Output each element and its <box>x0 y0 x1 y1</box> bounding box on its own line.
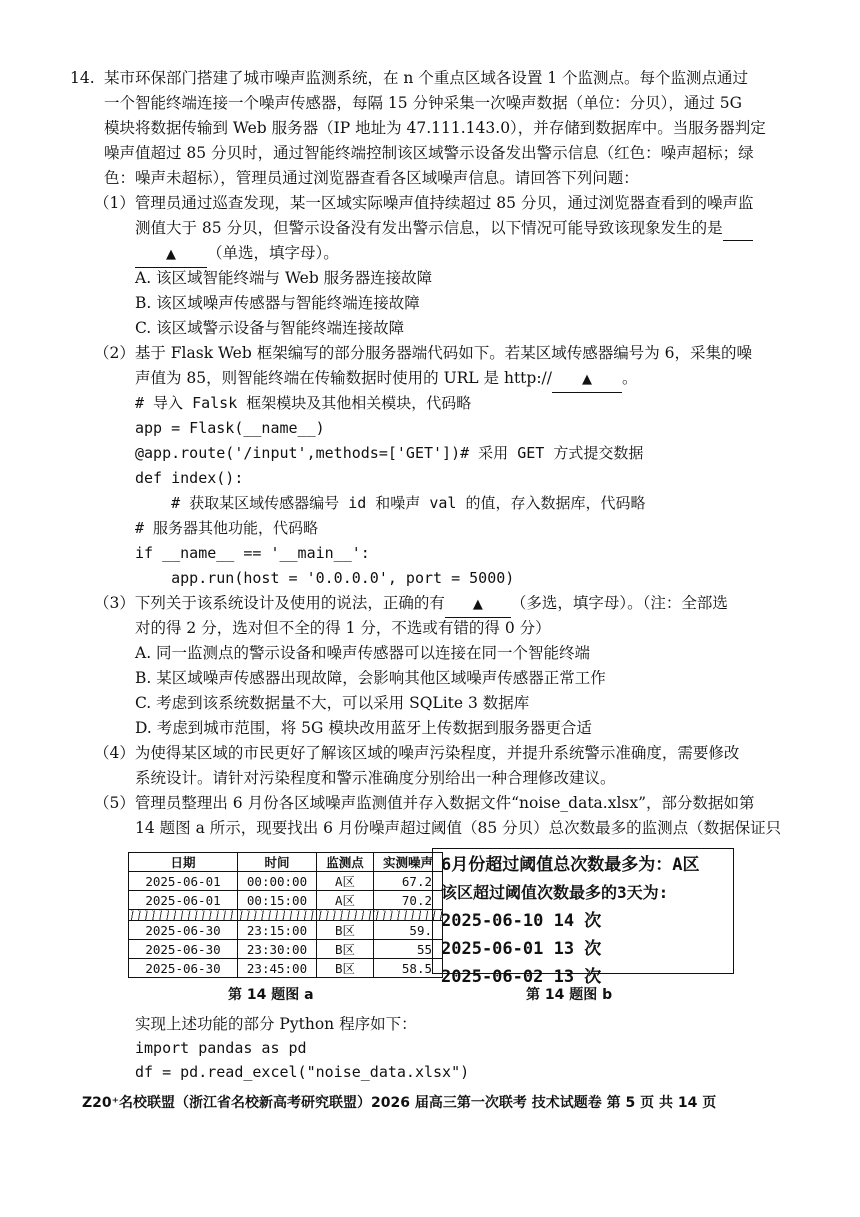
output-line: 2025-06-01 13 次 <box>441 939 602 959</box>
table-header-row <box>129 853 443 872</box>
q1-option: B. 该区域噪声传感器与智能终端连接故障 <box>135 294 420 312</box>
q1-option: C. 该区域警示设备与智能终端连接故障 <box>135 319 405 337</box>
table-row <box>129 940 443 959</box>
cell-date: 2025-06-01 <box>129 891 238 910</box>
stem-line: 色：噪声未超标），管理员通过浏览器查看各区域噪声信息。请回答下列问题： <box>104 169 639 187</box>
q3-line: 对的得 2 分，选对但不全的得 1 分，不选或有错的得 0 分） <box>135 619 551 637</box>
page-footer: Z20⁺名校联盟（浙江省名校新高考研究联盟）2026 届高三第一次联考 技术试题卷 第 5 页 共 14 页 <box>82 1095 717 1111</box>
q2-line <box>135 366 638 393</box>
q2-text: 声值为 85，则智能终端在传输数据时使用的 URL 是 http:// <box>135 369 552 387</box>
code-line: # 导入 Falsk 框架模块及其他相关模块，代码略 <box>135 394 472 412</box>
answer-blank[interactable] <box>723 216 753 241</box>
cell-date: 2025-06-30 <box>129 940 238 959</box>
table-row <box>129 891 443 910</box>
cell-date: 2025-06-30 <box>129 959 238 978</box>
cell-time: 00:15:00 <box>238 891 317 910</box>
q2-line: （2）基于 Flask Web 框架编写的部分服务器端代码如下。若某区域传感器编号为 6，采集的噪 <box>94 344 752 362</box>
output-line: 该区超过阈值次数最多的3天为: <box>441 883 669 902</box>
q1-line: （1）管理员通过巡查发现，某一区域实际噪声值持续超过 85 分贝，通过浏览器查看到的噪声监 <box>94 194 754 212</box>
cell-time: 23:15:00 <box>238 921 317 940</box>
break-cell <box>129 910 238 921</box>
cell-site: A区 <box>317 872 374 891</box>
code-line: import pandas as pd <box>135 1039 307 1057</box>
cell-site: B区 <box>317 940 374 959</box>
q1-option: A. 该区域智能终端与 Web 服务器连接故障 <box>135 269 433 287</box>
answer-blank[interactable] <box>135 241 207 268</box>
q3-line <box>94 591 728 618</box>
cell-date: 2025-06-30 <box>129 921 238 940</box>
cell-noise: 59. <box>374 921 443 940</box>
break-cell <box>238 910 317 921</box>
q2-text-end: 。 <box>622 369 638 387</box>
code-line: app = Flask(__name__) <box>135 419 325 437</box>
q4-line: （4）为使得某区域的市民更好了解该区域的噪声污染程度，并提升系统警示准确度，需要修改 <box>94 744 740 762</box>
output-line: 6月份超过阈值总次数最多为：A区 <box>441 855 700 875</box>
stem-line: 一个智能终端连接一个噪声传感器，每隔 15 分钟采集一次噪声数据（单位：分贝），通过 5G <box>104 94 743 112</box>
figure-a-caption: 第 14 题图 a <box>228 987 314 1003</box>
table-row <box>129 959 443 978</box>
table-break-row <box>129 910 443 921</box>
question-number: 14. <box>70 69 95 87</box>
column-header-time: 时间 <box>238 853 317 872</box>
q1-line <box>135 216 753 241</box>
q3-option: A. 同一监测点的警示设备和噪声传感器可以连接在同一个智能终端 <box>135 644 591 662</box>
cell-site: B区 <box>317 921 374 940</box>
triangle-mark: ▲ <box>166 247 176 262</box>
column-header-noise: 实测噪声 <box>374 853 443 872</box>
break-cell <box>317 910 374 921</box>
triangle-mark: ▲ <box>582 372 592 387</box>
output-line: 2025-06-02 13 次 <box>441 967 602 987</box>
code-line: app.run(host = '0.0.0.0', port = 5000) <box>135 569 515 587</box>
code-line: @app.route('/input',methods=['GET'])# 采用 GET 方式提交数据 <box>135 444 644 462</box>
stem-line: 模块将数据传输到 Web 服务器（IP 地址为 47.111.143.0），并存储到数据库中。当服务器判定 <box>104 119 766 137</box>
q3-option: D. 考虑到城市范围，将 5G 模块改用蓝牙上传数据到服务器更合适 <box>135 719 592 737</box>
q5-line: （5）管理员整理出 6 月份各区域噪声监测值并存入数据文件“noise_data.xlsx”，部分数据如第 <box>94 794 755 812</box>
stem-line: 噪声值超过 85 分贝时，通过智能终端控制该区域警示设备发出警示信息（红色：噪声超标；绿 <box>104 144 754 162</box>
cell-date: 2025-06-01 <box>129 872 238 891</box>
code-line: # 服务器其他功能，代码略 <box>135 519 319 537</box>
output-line: 2025-06-10 14 次 <box>441 911 602 931</box>
q5-line: 14 题图 a 所示，现要找出 6 月份噪声超过阈值（85 分贝）总次数最多的监测点（数据保证只 <box>135 819 782 837</box>
table-row <box>129 921 443 940</box>
code-line: if __name__ == '__main__': <box>135 544 370 562</box>
cell-noise: 67.2 <box>374 872 443 891</box>
program-intro: 实现上述功能的部分 Python 程序如下： <box>135 1015 417 1033</box>
cell-site: A区 <box>317 891 374 910</box>
cell-time: 00:00:00 <box>238 872 317 891</box>
cell-noise: 58.5 <box>374 959 443 978</box>
q3-option: B. 某区域噪声传感器出现故障，会影响其他区域噪声传感器正常工作 <box>135 669 606 687</box>
code-line: df = pd.read_excel("noise_data.xlsx") <box>135 1063 470 1081</box>
column-header-date: 日期 <box>129 853 238 872</box>
cell-site: B区 <box>317 959 374 978</box>
cell-time: 23:45:00 <box>238 959 317 978</box>
column-header-site: 监测点 <box>317 853 374 872</box>
figure-a-table <box>128 852 443 978</box>
answer-blank[interactable] <box>552 366 622 393</box>
cell-time: 23:30:00 <box>238 940 317 959</box>
code-line: # 获取某区域传感器编号 id 和噪声 val 的值，存入数据库，代码略 <box>135 494 646 512</box>
answer-blank[interactable] <box>445 591 511 618</box>
cell-noise: 55 <box>374 940 443 959</box>
q4-line: 系统设计。请针对污染程度和警示准确度分别给出一种合理修改建议。 <box>135 769 616 787</box>
q1-tail: （单选，填字母）。 <box>207 244 339 262</box>
figure-b-caption: 第 14 题图 b <box>526 987 613 1003</box>
code-line: def index(): <box>135 469 244 487</box>
q3-text-end: （多选，填字母）。（注：全部选 <box>510 594 728 612</box>
q3-option: C. 考虑到该系统数据量不大，可以采用 SQLite 3 数据库 <box>135 694 530 712</box>
stem-line: 某市环保部门搭建了城市噪声监测系统，在 n 个重点区域各设置 1 个监测点。每个监测点通过 <box>104 69 749 87</box>
cell-noise: 70.2 <box>374 891 443 910</box>
q1-line <box>135 241 339 268</box>
triangle-mark: ▲ <box>472 597 483 612</box>
table-row <box>129 872 443 891</box>
q1-text: 测值大于 85 分贝，但警示设备没有发出警示信息，以下情况可能导致该现象发生的是 <box>135 219 723 237</box>
figure-b-output <box>432 848 734 987</box>
q3-text: （3）下列关于该系统设计及使用的说法，正确的有 <box>94 594 445 612</box>
